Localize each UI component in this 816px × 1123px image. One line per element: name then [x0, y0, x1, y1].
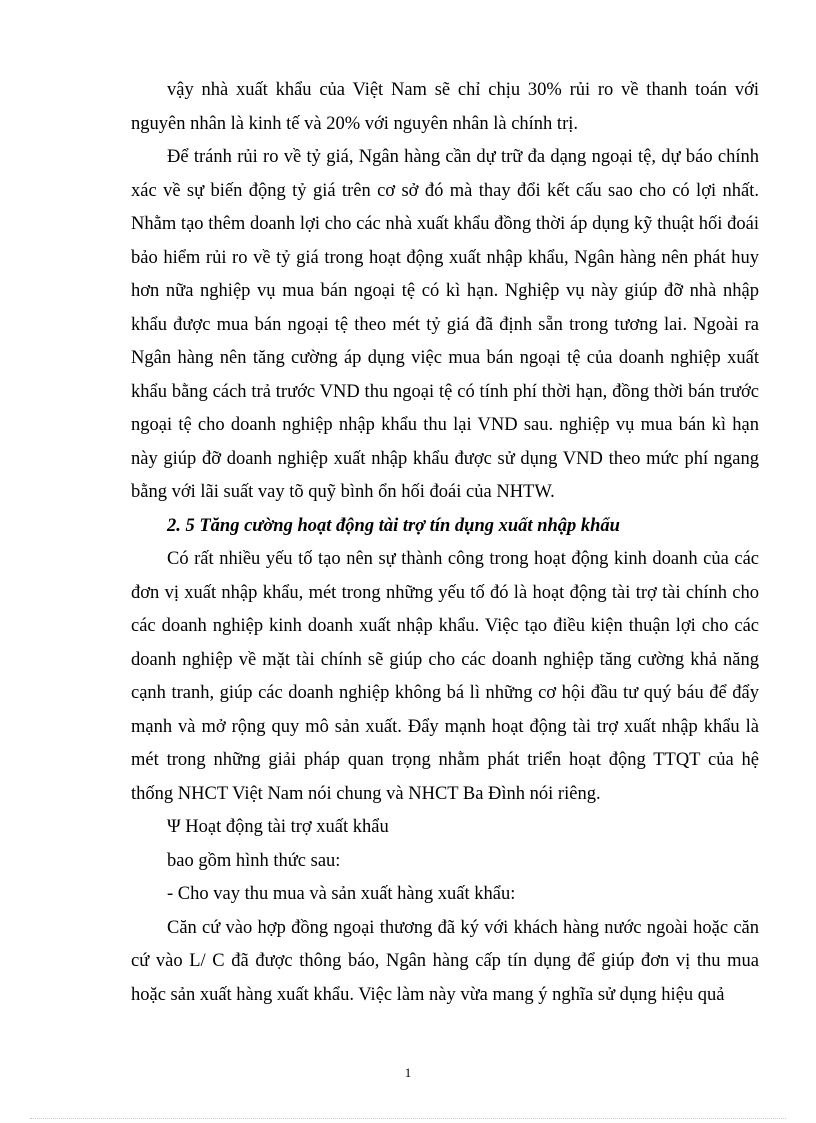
page-number: 1: [404, 1065, 412, 1080]
paragraph-3: Có rất nhiều yếu tố tạo nên sự thành công trong hoạt động kinh doanh của các đơn vị xuất nhập khẩu, mét trong những yếu tố đó là hoạt động tài trợ tài chính cho các doanh nghiệp kinh doanh xuất nhập khẩu. Việc tạo điều kiện thuận lợi cho các doanh nghiệp về mặt tài chính sẽ giúp cho các doanh nghiệp tăng cường khả năng cạnh tranh, giúp các doanh nghiệp không bá lì những cơ hội đầu tư quý báu để đẩy mạnh và mở rộng quy mô sản xuất. Đẩy mạnh hoạt động tài trợ xuất nhập khẩu là mét trong những giải pháp quan trọng nhằm phát triển hoạt động TTQT của hệ thống NHCT Việt Nam nói chung và NHCT Ba Đình nói riêng.: [131, 549, 759, 804]
footer-divider: [30, 1118, 786, 1119]
section-heading: 2. 5 Tăng cường hoạt động tài trợ tín dụng xuất nhập khẩu: [167, 515, 620, 536]
line-loan-purchase: - Cho vay thu mua và sản xuất hàng xuất khẩu:: [167, 884, 516, 904]
line-export-finance: Ψ Hoạt động tài trợ xuất khẩu: [167, 817, 389, 837]
paragraph-1: vậy nhà xuất khẩu của Việt Nam sẽ chỉ chịu 30% rủi ro về thanh toán với nguyên nhân là kinh tế và 20% với nguyên nhân là chính trị.: [131, 80, 759, 134]
line-forms: bao gồm hình thức sau:: [167, 850, 341, 871]
body-text: [131, 74, 759, 1012]
paragraph-2: Để tránh rủi ro về tỷ giá, Ngân hàng cần dự trữ đa dạng ngoại tệ, dự báo chính xác về sự biến động tỷ giá trên cơ sở đó mà thay đổi kết cấu sao cho có lợi nhất. Nhằm tạo thêm doanh lợi cho các nhà xuất khẩu đồng thời áp dụng kỹ thuật hối đoái bảo hiểm rủi ro về tỷ giá trong hoạt động xuất nhập khẩu, Ngân hàng nên phát huy hơn nữa nghiệp vụ mua bán ngoại tệ có kì hạn. Nghiệp vụ này giúp đỡ nhà nhập khẩu được mua bán ngoại tệ theo mét tỷ giá đã định sẵn trong tương lai. Ngoài ra Ngân hàng nên tăng cường áp dụng việc mua bán ngoại tệ của doanh nghiệp xuất khẩu bằng cách trả trước VND thu ngoại tệ có tính phí thời hạn, đồng thời bán trước ngoại tệ cho doanh nghiệp nhập khẩu thu lại VND sau. nghiệp vụ mua bán kì hạn này giúp đỡ doanh nghiệp xuất nhập khẩu được sử dụng VND theo mức phí ngang bằng với lãi suất vay tõ quỹ bình ổn hối đoái của NHTW.: [131, 147, 759, 502]
paragraph-4: Căn cứ vào hợp đồng ngoại thương đã ký với khách hàng nước ngoài hoặc căn cứ vào L/ C đã được thông báo, Ngân hàng cấp tín dụng để giúp đơn vị thu mua hoặc sản xuất hàng xuất khẩu. Việc làm này vừa mang ý nghĩa sử dụng hiệu quả: [131, 917, 759, 1005]
